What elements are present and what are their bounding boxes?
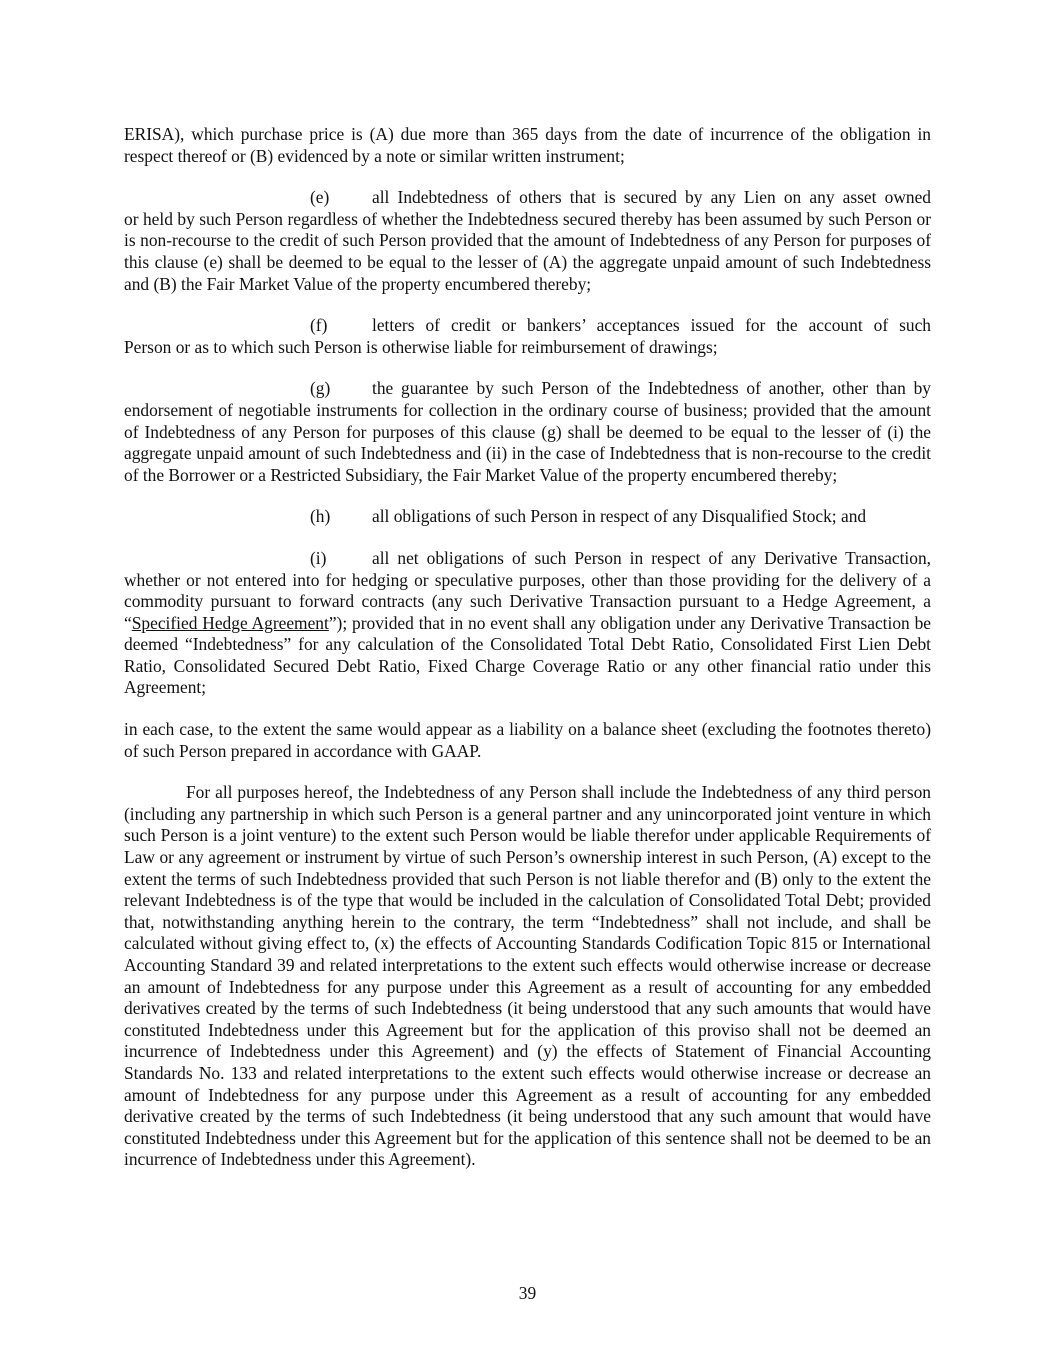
- clause-f: [124, 315, 931, 358]
- clause-h-text: all obligations of such Person in respect of any Disqualified Stock; and: [372, 506, 867, 527]
- clause-f-body: Person or as to which such Person is otherwise liable for reimbursement of drawings;: [124, 336, 718, 357]
- clause-i-first-line: all net obligations of such Person in respect of any Derivative Transaction,: [372, 547, 931, 568]
- clause-g-first-line: the guarantee by such Person of the Indebtedness of another, other than by: [372, 378, 931, 399]
- page-number: 39: [518, 1283, 537, 1303]
- paragraph-in-each-case: in each case, to the extent the same would appear as a liability on a balance sheet (excluding the footnotes thereto) of such Person prepared in accordance with GAAP.: [124, 719, 931, 761]
- clause-g-body: endorsement of negotiable instruments for collection in the ordinary course of business; provided that the amount of Indebtedness of any Person for purposes of this clause (g) shall be deemed to be equal to the lesser of (i) the aggregate unpaid amount of such Indebtedness and (ii) in the case of Indebtedness that is non-recourse to the credit of the Borrower or a Restricted Subsidiary, the Fair Market Value of the property encumbered thereby;: [124, 399, 931, 485]
- paragraph-erisa-continuation: ERISA), which purchase price is (A) due more than 365 days from the date of incurrence of the obligation in respect thereof or (B) evidenced by a note or similar written instrument;: [124, 124, 931, 166]
- clause-i-body-after: ”); provided that in no event shall any obligation under any Derivative Transaction be deemed “Indebtedness” for any calculation of the Consolidated Total Debt Ratio, Consolidated First Lien Debt Ratio, Consolidated Secured Debt Ratio, Fixed Charge Coverage Ratio or any other financial ratio under this Agreement;: [124, 612, 932, 698]
- clause-e-first-line: all Indebtedness of others that is secured by any Lien on any asset owned: [372, 187, 931, 208]
- clause-e: [124, 187, 931, 295]
- clause-i: [124, 548, 931, 699]
- paragraph-for-all-purposes: For all purposes hereof, the Indebtedness of any Person shall include the Indebtedness of any third person (including any partnership in which such Person is a general partner and any unincorporated joint venture in which such Person is a joint venture) to the extent such Person would be liable therefor under applicable Requirements of Law or any agreement or instrument by virtue of such Person’s ownership interest in such Person, (A) except to the extent the terms of such Indebtedness provided that such Person is not liable therefor and (B) only to the extent the relevant Indebtedness is of the type that would be included in the calculation of Consolidated Total Debt; provided that, notwithstanding anything herein to the contrary, the term “Indebtedness” shall not include, and shall be calculated without giving effect to, (x) the effects of Accounting Standards Codification Topic 815 or International Accounting Standard 39 and related interpretations to the extent such effects would otherwise increase or decrease an amount of Indebtedness for any purpose under this Agreement as a result of accounting for any embedded derivatives created by the terms of such Indebtedness (it being understood that any such amounts that would have constituted Indebtedness under this Agreement but for the application of this proviso shall not be deemed an incurrence of Indebtedness under this Agreement) and (y) the effects of Statement of Financial Accounting Standards No. 133 and related interpretations to the extent such effects would otherwise increase or decrease an amount of Indebtedness for any purpose under this Agreement as a result of accounting for any embedded derivative created by the terms of such Indebtedness (it being understood that any such amount that would have constituted Indebtedness under this Agreement but for the application of this sentence shall not be deemed to be an incurrence of Indebtedness under this Agreement).: [124, 782, 931, 1170]
- defined-term-specified-hedge-agreement: Specified Hedge Agreement: [131, 612, 329, 633]
- clause-i-number: (i): [310, 547, 327, 568]
- clause-g-number: (g): [310, 378, 331, 399]
- clause-f-first-line: letters of credit or bankers’ acceptances issued for the account of such: [372, 315, 931, 336]
- clause-f-number: (f): [310, 315, 328, 336]
- clause-i-body: [124, 570, 931, 700]
- document-page: [124, 124, 931, 1171]
- clause-h-number: (h): [310, 506, 331, 527]
- clause-i-body-before: whether or not entered into for hedging or speculative purposes, other than those providing for the delivery of a commodity pursuant to forward contracts (any such Derivative Transaction pursuant to a Hedge Agreement, a “: [124, 569, 931, 633]
- clause-e-body: or held by such Person regardless of whether the Indebtedness secured thereby has been assumed by such Person or is non-recourse to the credit of such Person provided that the amount of Indebtedness of any Person for purposes of this clause (e) shall be deemed to be equal to the lesser of (A) the aggregate unpaid amount of such Indebtedness and (B) the Fair Market Value of the property encumbered thereby;: [124, 208, 931, 294]
- clause-e-number: (e): [310, 187, 330, 208]
- clause-g: [124, 378, 931, 486]
- clause-h: [124, 506, 931, 528]
